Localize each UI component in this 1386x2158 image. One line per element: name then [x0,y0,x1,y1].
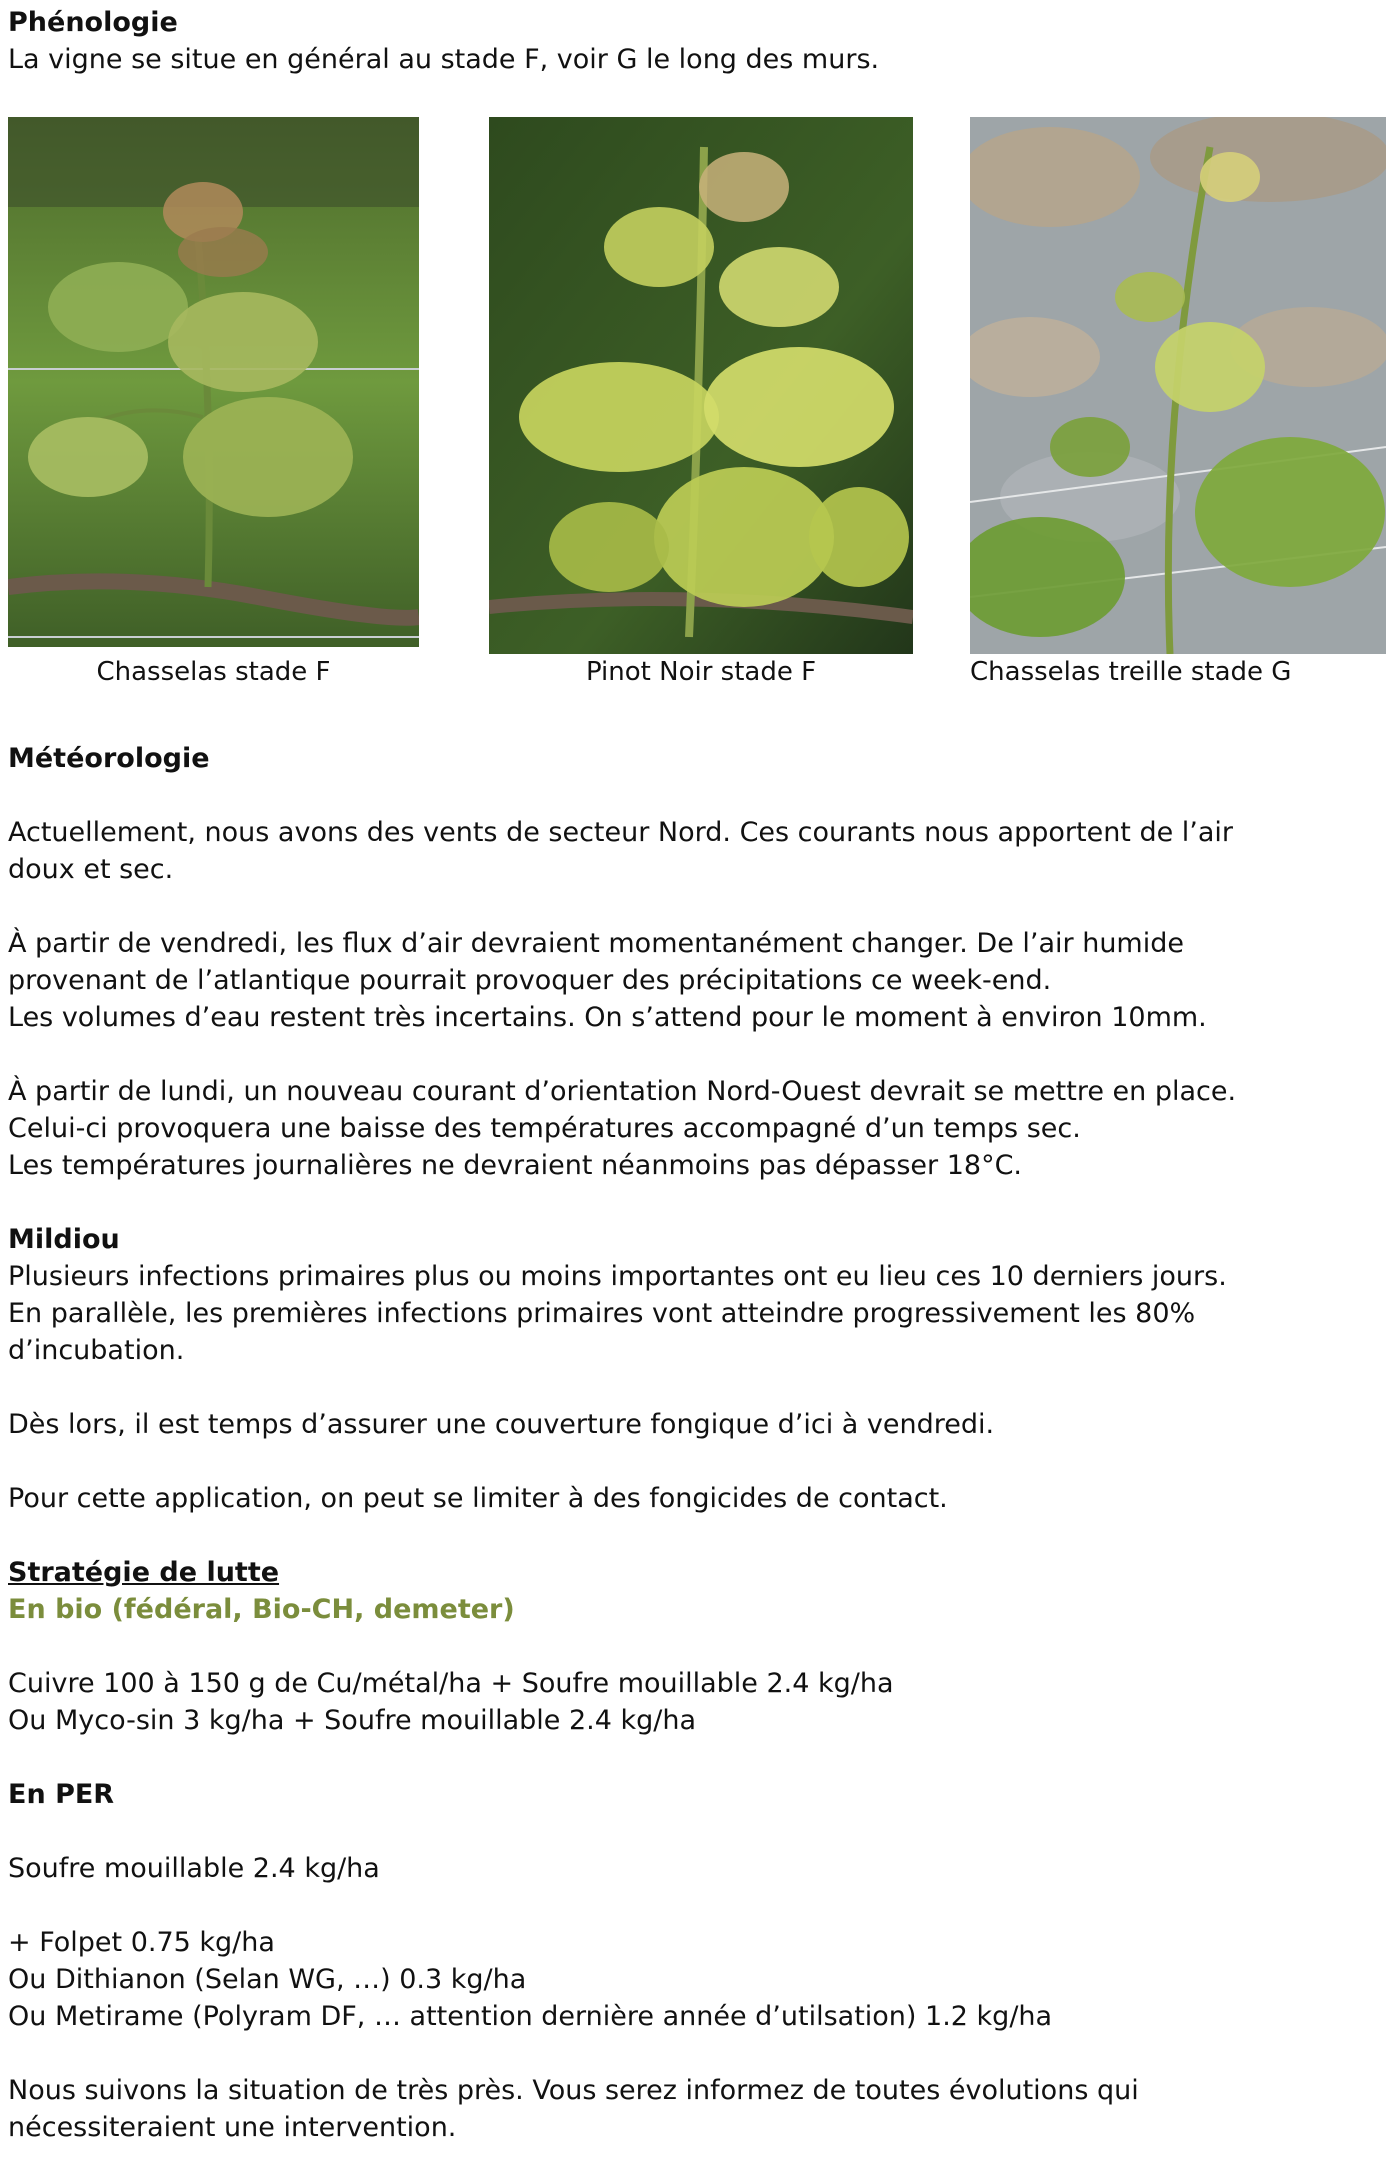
strategie-per-line-3: Ou Metirame (Polyram DF, … attention dernière année d’utilsation) 1.2 kg/ha [8,2001,1053,2032]
photo-pinot-noir-stade-f [489,117,913,654]
meteo-p3-line-1: À partir de lundi, un nouveau courant d’orientation Nord-Ouest devrait se mettre en place. [8,1076,1237,1107]
phenologie-title: Phénologie [8,7,178,38]
mildiou-title: Mildiou [8,1224,120,1255]
strategie-title: Stratégie de lutte [8,1557,280,1588]
strategie-per-title: En PER [8,1779,115,1810]
closing-line-1: Nous suivons la situation de très près. Vous serez informez de toutes évolutions qui [8,2075,1139,2106]
strategie-per-line-1: + Folpet 0.75 kg/ha [8,1927,275,1958]
mildiou-p2: Dès lors, il est temps d’assurer une couverture fongique d’ici à vendredi. [8,1409,995,1440]
meteo-p2-line-1: À partir de vendredi, les flux d’air devraient momentanément changer. De l’air humide [8,928,1184,959]
mildiou-p3: Pour cette application, on peut se limiter à des fongicides de contact. [8,1483,948,1514]
photo-chasselas-treille-stade-g [970,117,1386,654]
meteo-p1-line-1: Actuellement, nous avons des vents de secteur Nord. Ces courants nous apportent de l’air [8,817,1234,848]
meteo-p2-line-3: Les volumes d’eau restent très incertains. On s’attend pour le moment à environ 10mm. [8,1002,1207,1033]
mildiou-p1-line-3: d’incubation. [8,1335,185,1366]
meteo-p1-line-2: doux et sec. [8,854,174,885]
mildiou-p1-line-1: Plusieurs infections primaires plus ou moins importantes ont eu lieu ces 10 derniers jours. [8,1261,1227,1292]
photo-caption-3: Chasselas treille stade G [970,657,1292,687]
photo-caption-1: Chasselas stade F [96,657,331,687]
strategie-bio-title: En bio (fédéral, Bio-CH, demeter) [8,1594,515,1625]
meteorologie-section [8,740,1378,2146]
mildiou-p1-line-2: En parallèle, les premières infections primaires vont atteindre progressivement les 80% [8,1298,1196,1329]
meteorologie-title: Météorologie [8,743,210,774]
phenologie-section [8,4,1378,78]
strategie-per-line-2: Ou Dithianon (Selan WG, …) 0.3 kg/ha [8,1964,527,1995]
photo-chasselas-stade-f [8,117,419,647]
photo-caption-2: Pinot Noir stade F [585,657,817,687]
strategie-bio-line-2: Ou Myco-sin 3 kg/ha + Soufre mouillable 2.4 kg/ha [8,1705,697,1736]
strategie-per-line-soufre: Soufre mouillable 2.4 kg/ha [8,1853,380,1884]
meteo-p3-line-2: Celui-ci provoquera une baisse des températures accompagné d’un temps sec. [8,1113,1081,1144]
meteo-p3-line-3: Les températures journalières ne devraient néanmoins pas dépasser 18°C. [8,1150,1023,1181]
phenologie-text: La vigne se situe en général au stade F, voir G le long des murs. [8,44,880,75]
strategie-bio-line-1: Cuivre 100 à 150 g de Cu/métal/ha + Soufre mouillable 2.4 kg/ha [8,1668,894,1699]
meteo-p2-line-2: provenant de l’atlantique pourrait provoquer des précipitations ce week-end. [8,965,1052,996]
closing-line-2: nécessiteraient une intervention. [8,2112,457,2143]
